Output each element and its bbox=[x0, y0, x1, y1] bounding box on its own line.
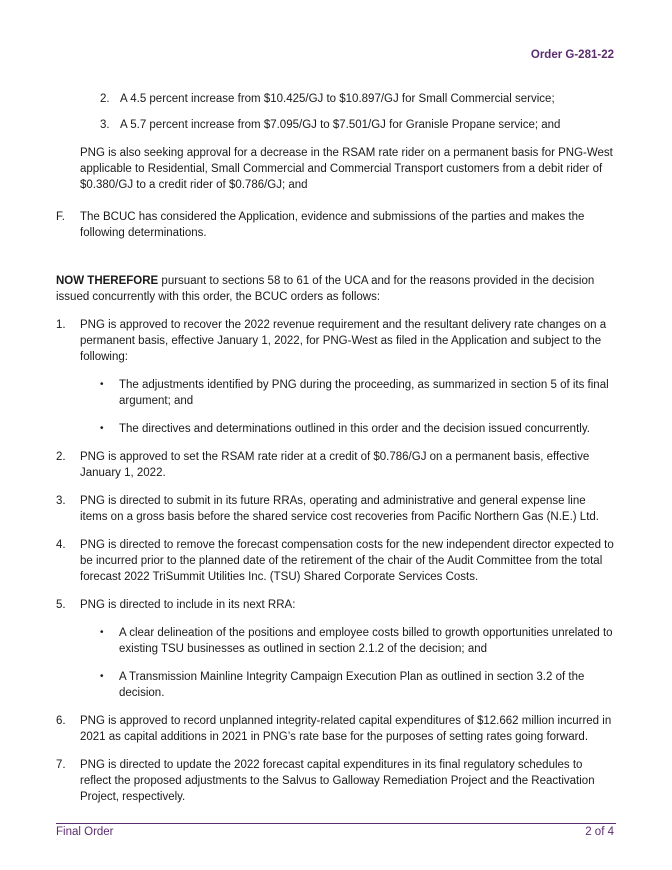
order-number-label: 4. bbox=[56, 539, 66, 551]
order-number: Order G-281-22 bbox=[530, 49, 614, 61]
footer-title: Final Order bbox=[56, 826, 114, 838]
bullet-text: A Transmission Mainline Integrity Campaign Execution Plan as outlined in section 3.2 of the decision. bbox=[119, 671, 585, 699]
order-text: PNG is directed to remove the forecast compensation costs for the new independent director expected to be incurred prior to the planned date of the retirement of the chair of the Audit Committee from the total forecast 2022 TriSummit Utilities Inc. (TSU) Shared Corporate Services Costs. bbox=[80, 539, 614, 583]
order-number-label: 2. bbox=[56, 451, 66, 463]
bullet-text: A clear delineation of the positions and employee costs billed to growth opportunities unrelated to existing TSU businesses as outlined in section 2.1.2 of the decision; and bbox=[119, 627, 613, 655]
recital-text: The BCUC has considered the Application, evidence and submissions of the parties and makes the following determinations. bbox=[80, 211, 585, 239]
order-text: PNG is approved to recover the 2022 revenue requirement and the resultant delivery rate changes on a permanent basis, effective January 1, 2022, for PNG-West as filed in the Application and subject to the following: bbox=[80, 319, 607, 363]
order-number-label: 3. bbox=[56, 495, 66, 507]
bullet-text: The adjustments identified by PNG during the proceeding, as summarized in section 5 of its final argument; and bbox=[119, 379, 609, 407]
order-number-label: 1. bbox=[56, 319, 66, 331]
bullet-item bbox=[100, 669, 616, 701]
order-item-4 bbox=[56, 537, 616, 585]
now-therefore-paragraph bbox=[56, 273, 616, 305]
order-text: PNG is directed to submit in its future RRAs, operating and administrative and general expense line items on a gross basis before the shared service cost recoveries from Pacific Northern Gas (N.E.) Ltd. bbox=[80, 495, 599, 523]
order-text: PNG is directed to update the 2022 forecast capital expenditures in its final regulatory schedules to reflect the proposed adjustments to the Salvus to Galloway Remediation Project and the Reactivation Project, respectively. bbox=[80, 759, 595, 803]
order-item-6 bbox=[56, 713, 616, 745]
bullet-text: The directives and determinations outlined in this order and the decision issued concurrently. bbox=[119, 423, 590, 435]
order-item-3 bbox=[56, 493, 616, 525]
sub-item-number: 3. bbox=[100, 119, 110, 131]
order-item-7 bbox=[56, 757, 616, 805]
sub-item-number: 2. bbox=[100, 93, 110, 105]
sub-item bbox=[100, 117, 616, 133]
bullet-glyph: • bbox=[100, 423, 104, 434]
document-body bbox=[56, 91, 616, 817]
sub-item bbox=[100, 91, 616, 107]
order-text: PNG is directed to include in its next RRA: bbox=[80, 599, 296, 611]
footer-divider bbox=[56, 823, 616, 824]
bullet-item bbox=[100, 377, 616, 409]
sub-item-text: A 5.7 percent increase from $7.095/GJ to $7.501/GJ for Granisle Propane service; and bbox=[120, 119, 561, 131]
order-item-1 bbox=[56, 317, 616, 365]
bullet-glyph: • bbox=[100, 671, 104, 682]
bullet-glyph: • bbox=[100, 379, 104, 390]
bullet-item bbox=[100, 421, 616, 437]
order-item-2 bbox=[56, 449, 616, 481]
order-number-label: 7. bbox=[56, 759, 66, 771]
order-number-label: 5. bbox=[56, 599, 66, 611]
now-therefore-lead: NOW THEREFORE bbox=[56, 275, 159, 287]
sub-item-text: A 4.5 percent increase from $10.425/GJ to $10.897/GJ for Small Commercial service; bbox=[120, 93, 555, 105]
bullet-item bbox=[100, 625, 616, 657]
recital-f bbox=[56, 209, 616, 241]
recital-letter: F. bbox=[56, 211, 65, 223]
now-therefore-text: pursuant to sections 58 to 61 of the UCA and for the reasons provided in the decision issued concurrently with this order, the BCUC orders as follows: bbox=[56, 275, 595, 303]
order-item-5 bbox=[56, 597, 616, 613]
rsam-paragraph: PNG is also seeking approval for a decrease in the RSAM rate rider on a permanent basis for PNG-West applicable to Residential, Small Commercial and Commercial Transport customers from a debit rider of $0.380/GJ to a credit rider of $0.786/GJ; and bbox=[80, 147, 613, 191]
order-number-label: 6. bbox=[56, 715, 66, 727]
order-text: PNG is approved to record unplanned integrity-related capital expenditures of $12.662 million incurred in 2021 as capital additions in 2021 in PNG’s rate base for the purposes of setting rates going forward. bbox=[80, 715, 612, 743]
order-text: PNG is approved to set the RSAM rate rider at a credit of $0.786/GJ on a permanent basis, effective January 1, 2022. bbox=[80, 451, 590, 479]
page-number: 2 of 4 bbox=[585, 826, 614, 838]
bullet-glyph: • bbox=[100, 627, 104, 638]
